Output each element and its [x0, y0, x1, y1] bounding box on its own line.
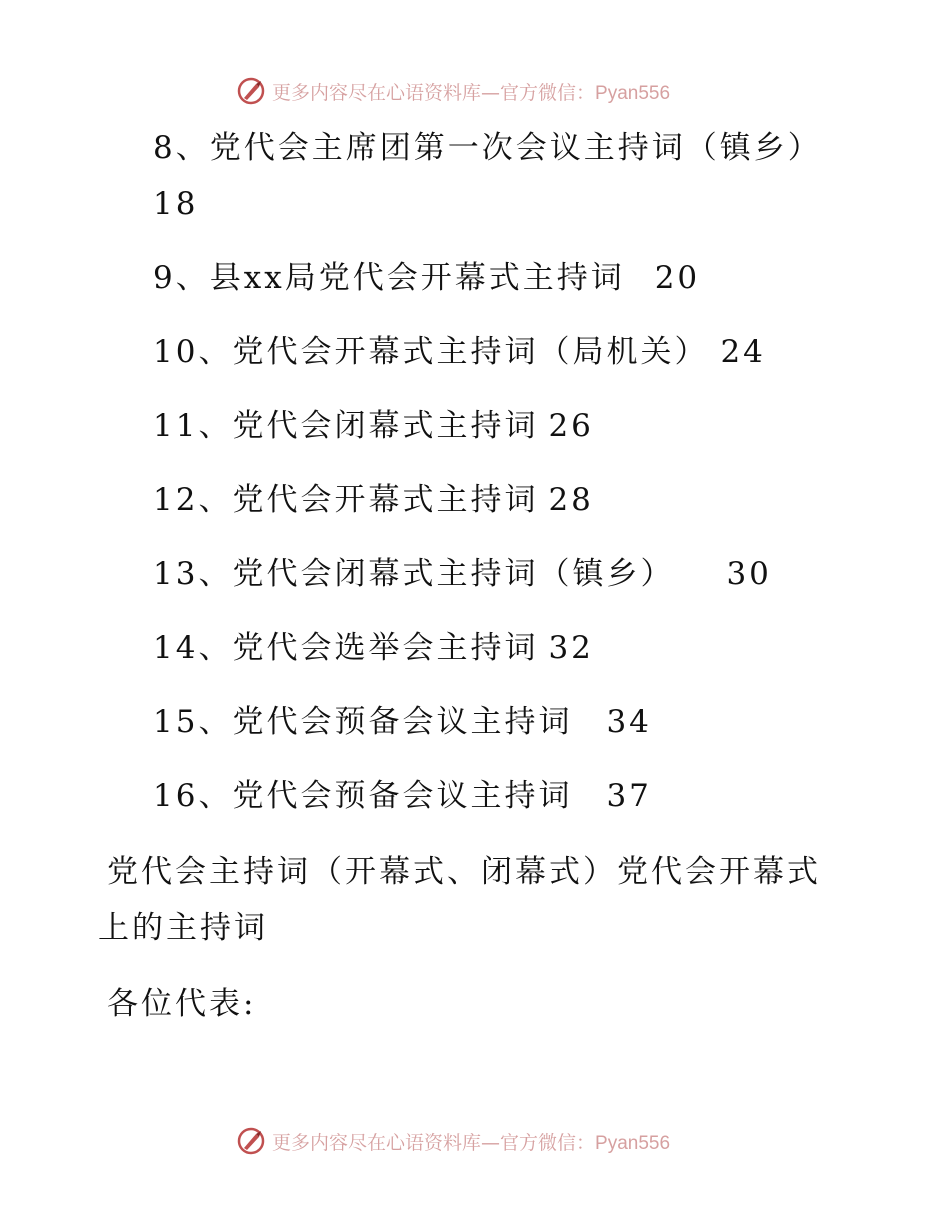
toc-entry-label: 8、党代会主席团第一次会议主持词（镇乡）: [153, 130, 822, 166]
toc-entry-label: 12、党代会开幕式主持词: [153, 482, 539, 518]
toc-entry-label: 16、党代会预备会议主持词: [153, 778, 573, 814]
toc-entry-page: 18: [153, 186, 199, 222]
header-watermark: [236, 74, 670, 108]
document-title-line-2: 上的主持词: [98, 910, 268, 946]
greeting: 各位代表:: [107, 986, 257, 1022]
toc-entry-11: [153, 406, 594, 446]
watermark-text: 更多内容尽在心语资料库—官方微信：Pyan556: [272, 1131, 671, 1154]
toc-entry-10: [153, 332, 766, 372]
quill-seal-icon: [236, 76, 266, 106]
toc-entry-label: 14、党代会选举会主持词: [153, 630, 539, 666]
toc-entry-page: 26: [548, 408, 594, 444]
quill-seal-icon: [236, 1126, 266, 1156]
toc-entry-page: 30: [726, 556, 772, 592]
toc-entry-8: [153, 128, 822, 168]
toc-entry-label: 9、县xx局党代会开幕式主持词: [153, 260, 625, 296]
toc-entry-8-page: [153, 184, 198, 224]
toc-entry-page: 24: [720, 334, 766, 370]
watermark-text: 更多内容尽在心语资料库—官方微信：Pyan556: [272, 81, 671, 104]
footer-watermark: [236, 1124, 670, 1158]
toc-entry-page: 28: [548, 482, 594, 518]
toc-entry-9: [153, 258, 700, 298]
toc-entry-label: 10、党代会开幕式主持词（局机关）: [153, 334, 709, 370]
toc-entry-15: [153, 702, 652, 742]
toc-entry-page: 37: [606, 778, 652, 814]
toc-entry-label: 15、党代会预备会议主持词: [153, 704, 573, 740]
toc-entry-label: 11、党代会闭幕式主持词: [153, 408, 539, 444]
toc-entry-13: [153, 554, 772, 594]
toc-entry-14: [153, 628, 594, 668]
toc-entry-page: 32: [548, 630, 594, 666]
toc-entry-page: 20: [654, 260, 701, 296]
toc-entry-12: [153, 480, 594, 520]
toc-entry-page: 34: [606, 704, 652, 740]
toc-entry-label: 13、党代会闭幕式主持词（镇乡）: [153, 556, 675, 592]
document-title-line-1: 党代会主持词（开幕式、闭幕式）党代会开幕式: [107, 854, 821, 890]
toc-entry-16: [153, 776, 652, 816]
